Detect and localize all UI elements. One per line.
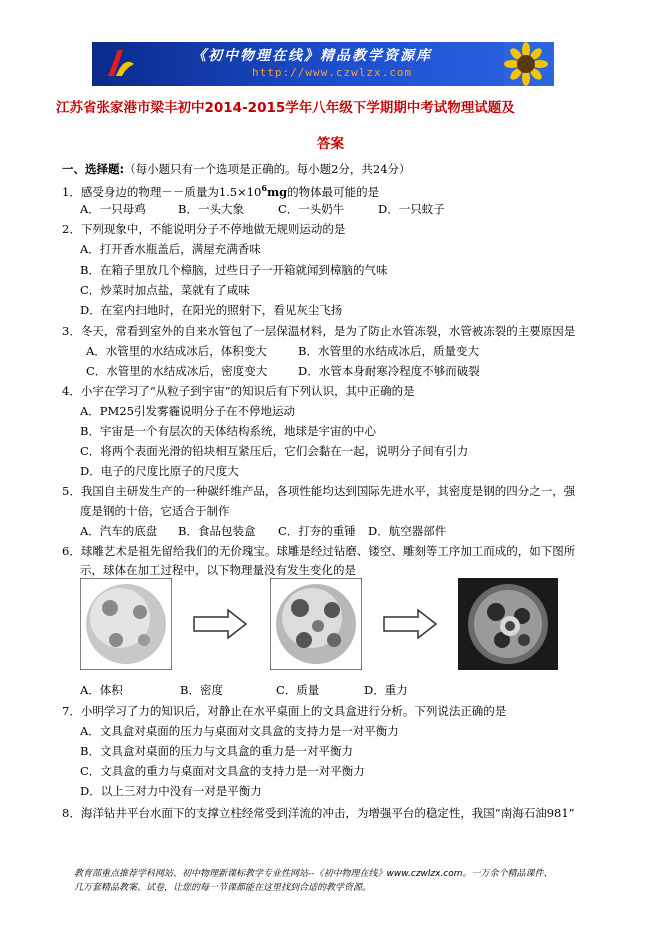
document-title: 江苏省张家港市梁丰初中2014-2015学年八年级下学期期中考试物理试题及 bbox=[56, 100, 515, 116]
question-5-stem-line2: 度是钢的十倍，它适合于制作 bbox=[80, 504, 230, 518]
question-2-option-c: C．炒菜时加点盐，菜就有了咸味 bbox=[80, 283, 250, 297]
question-4-option-c: C．将两个表面光滑的铅块相互紧压后，它们会黏在一起，说明分子间有引力 bbox=[80, 444, 469, 458]
question-3-option-b: B．水管里的水结成冰后，质量变大 bbox=[298, 344, 479, 358]
question-3-stem: 3．冬天，常看到室外的自来水管包了一层保温材料，是为了防止水管冻裂，水管被冻裂的主要原因是 bbox=[62, 324, 576, 338]
banner-url: http://www.czwlzx.com bbox=[252, 66, 413, 79]
question-2-option-b: B．在箱子里放几个樟脑，过些日子一开箱就闻到樟脑的气味 bbox=[80, 263, 388, 277]
question-2-option-d: D．在室内扫地时，在阳光的照射下，看见灰尘飞扬 bbox=[80, 303, 343, 317]
question-1-option-b: B．一头大象 bbox=[178, 202, 244, 216]
question-6-option-c: C．质量 bbox=[276, 683, 320, 697]
question-5-stem-line1: 5．我国自主研发生产的一种碳纤维产品，各项性能均达到国际先进水平，其密度是钢的四分之一，强 bbox=[62, 484, 576, 498]
document-title-continued: 答案 bbox=[317, 136, 344, 152]
banner-title: 《初中物理在线》精品教学资源库 bbox=[192, 48, 432, 64]
arrow-right-icon bbox=[192, 608, 248, 640]
question-6-option-b: B．密度 bbox=[180, 683, 223, 697]
question-6-option-d: D．重力 bbox=[364, 683, 408, 697]
header-banner bbox=[92, 42, 554, 86]
question-7-option-c: C．文具盒的重力与桌面对文具盒的支持力是一对平衡力 bbox=[80, 764, 365, 778]
question-4-option-b: B．宇宙是一个有层次的天体结构系统，地球是宇宙的中心 bbox=[80, 424, 376, 438]
question-2-option-a: A．打开香水瓶盖后，满屋充满香味 bbox=[80, 242, 261, 256]
question-1-stem-b: 的物体最可能的是 bbox=[287, 184, 380, 199]
section-note: （每小题只有一个选项是正确的。每小题2分，共24分） bbox=[124, 162, 411, 176]
question-3-option-d: D．水管本身耐寒冷程度不够而破裂 bbox=[298, 364, 480, 378]
question-6-stem-line2: 示，球体在加工过程中，以下物理量没有发生变化的是 bbox=[80, 563, 356, 577]
question-2-stem: 2．下列现象中，不能说明分子不停地做无规则运动的是 bbox=[62, 222, 346, 236]
question-7-stem: 7．小明学习了力的知识后，对静止在水平桌面上的文具盒进行分析。下列说法正确的是 bbox=[62, 704, 507, 718]
question-1-stem bbox=[62, 181, 379, 199]
question-1-exponent: 6 bbox=[261, 183, 267, 193]
question-5-option-a: A．汽车的底盘 bbox=[80, 524, 158, 538]
partially-carved-ball-image bbox=[270, 578, 362, 670]
question-8-stem: 8．海洋钻井平台水面下的支撑立柱经常受到洋流的冲击，为增强平台的稳定性，我国“南海石油981” bbox=[62, 806, 575, 820]
footer-line2: 几万套精品教案、试卷，让您的每一节课都能在这里找到合适的教学资源。 bbox=[74, 883, 372, 893]
question-7-option-d: D．以上三对力中没有一对是平衡力 bbox=[80, 784, 262, 798]
question-1-option-d: D．一只蚊子 bbox=[378, 202, 445, 216]
question-5-option-b: B．食品包装盒 bbox=[178, 524, 256, 538]
question-4-option-d: D．电子的尺度比原子的尺度大 bbox=[80, 464, 239, 478]
question-6-stem-line1: 6．球雕艺术是祖先留给我们的无价瑰宝。球雕是经过钻磨、镂空、雕刻等工序加工而成的，如下图所 bbox=[62, 544, 576, 558]
question-6-option-a: A．体积 bbox=[80, 683, 123, 697]
question-4-option-a: A．PM25引发雾霾说明分子在不停地运动 bbox=[80, 404, 295, 418]
question-5-option-c: C．打夯的重锤 bbox=[278, 524, 356, 538]
question-4-stem: 4．小宇在学习了“从粒子到宇宙”的知识后有下列认识，其中正确的是 bbox=[62, 384, 415, 398]
question-7-option-b: B．文具盒对桌面的压力与文具盒的重力是一对平衡力 bbox=[80, 744, 353, 758]
question-3-option-c: C．水管里的水结成冰后，密度变大 bbox=[86, 364, 268, 378]
question-1-option-a: A．一只母鸡 bbox=[80, 202, 146, 216]
site-logo-icon bbox=[102, 46, 138, 82]
footer-line1: 教育部重点推荐学科网站、初中物理新课标教学专业性网站--《初中物理在线》www.czwlzx.com。一万余个精品课件、 bbox=[74, 869, 553, 879]
question-1-stem-a: 1．感受身边的物理－－质量为1.5×10 bbox=[62, 184, 262, 199]
question-5-option-d: D．航空器部件 bbox=[368, 524, 447, 538]
sunflower-icon bbox=[504, 42, 548, 86]
section-heading bbox=[62, 162, 411, 176]
question-1-unit: mg bbox=[266, 184, 288, 199]
question-7-option-a: A．文具盒对桌面的压力与桌面对文具盒的支持力是一对平衡力 bbox=[80, 724, 399, 738]
question-3-option-a: A．水管里的水结成冰后，体积变大 bbox=[86, 344, 267, 358]
ball-carving-figure bbox=[74, 578, 594, 674]
arrow-right-icon bbox=[382, 608, 438, 640]
section-label: 一、选择题: bbox=[62, 162, 125, 176]
carved-ball-image bbox=[458, 578, 558, 670]
question-1-option-c: C．一头奶牛 bbox=[278, 202, 345, 216]
uncarved-ball-image bbox=[80, 578, 172, 670]
